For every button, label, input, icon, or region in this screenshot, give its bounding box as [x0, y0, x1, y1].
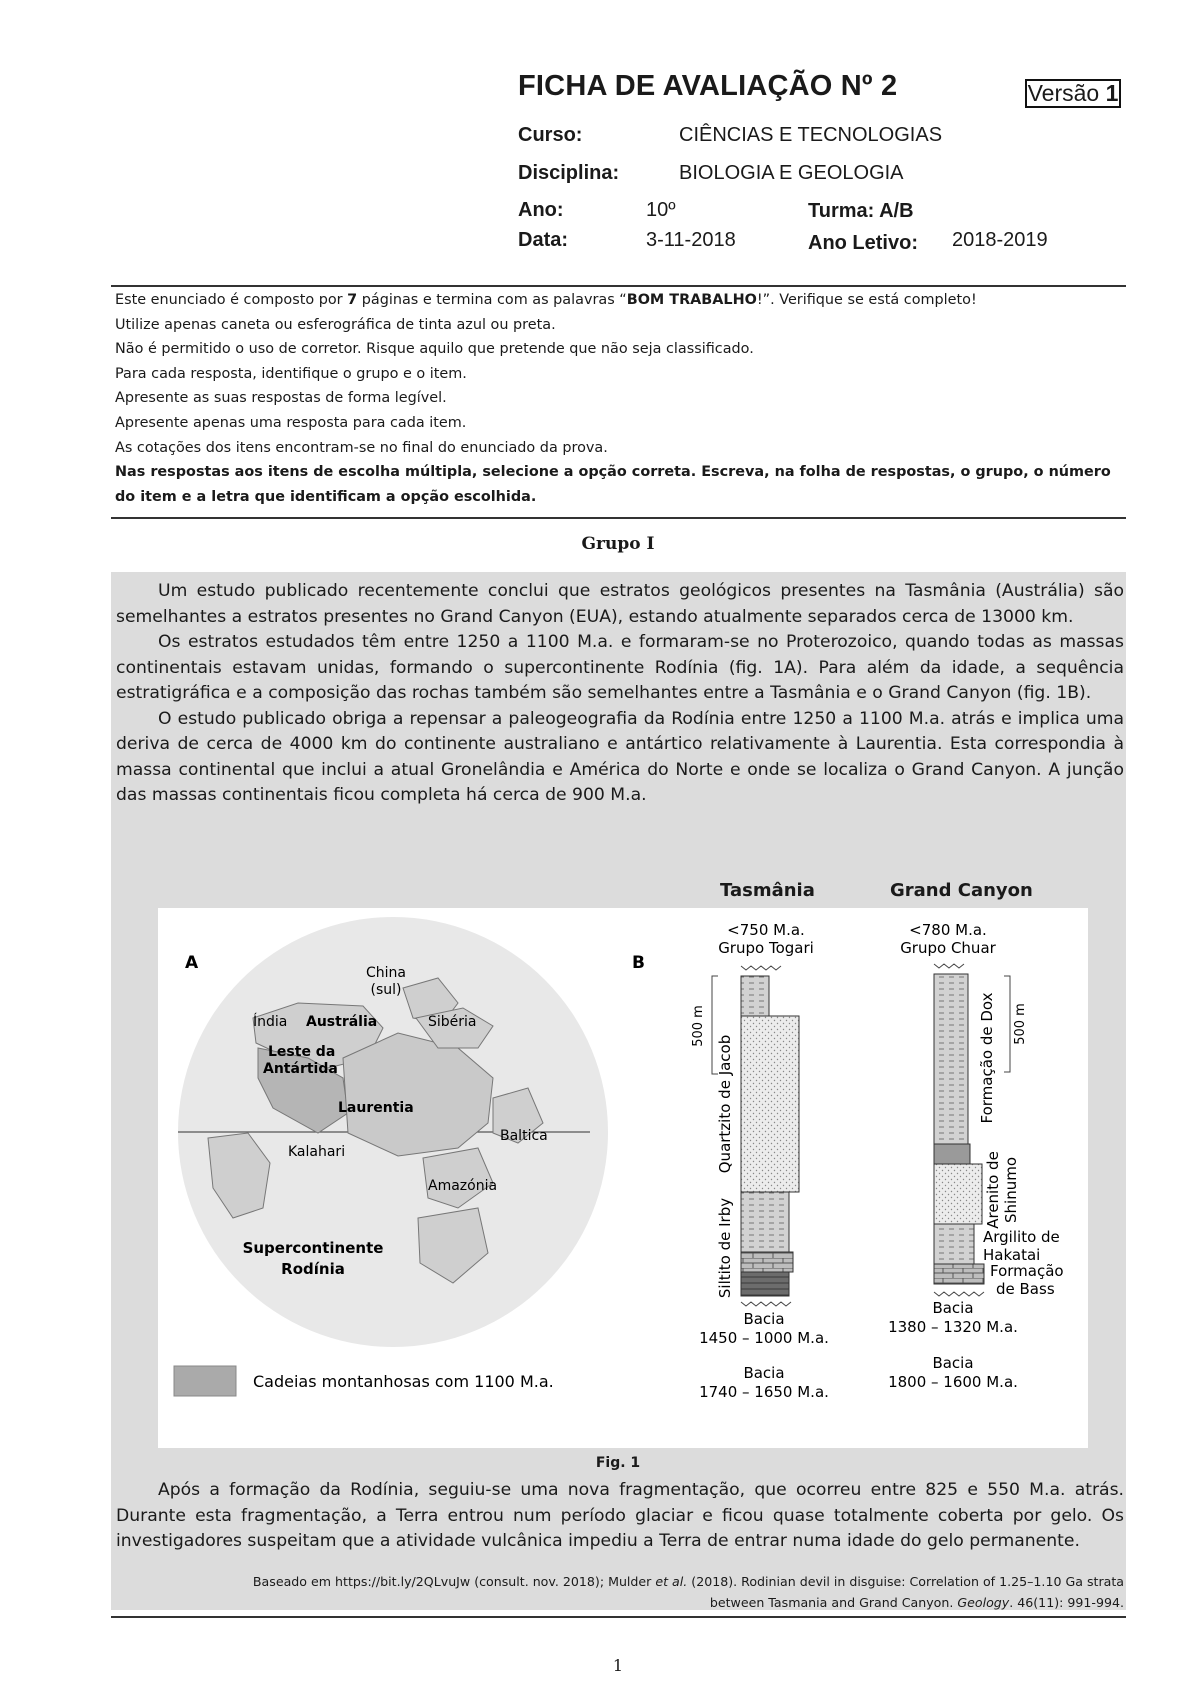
label-kalahari: Kalahari [288, 1144, 346, 1160]
gc-hakatai-label-1: Argilito de [983, 1228, 1060, 1246]
gc-bass-layer [934, 1264, 984, 1284]
after-figure-text [116, 1478, 1124, 1555]
paragraph-4: Após a formação da Rodínia, seguiu-se uma nova fragmentação, que ocorreu entre 825 e 550 M.a. atrás. Durante esta fragmentação, a Terra entrou num período glaciar e ficou quase totalmente coberta por gelo. Os investigadores suspeitam que a atividade vulcânica impediu a Terra de entrar numa idade do gelo permanente. [116, 1480, 1124, 1551]
figure-caption: Fig. 1 [595, 1455, 641, 1471]
instruction-4: Para cada resposta, identifique o grupo e o item. [115, 365, 467, 382]
gc-unconformity-bottom [934, 1292, 984, 1296]
instructions [115, 288, 1125, 509]
gc-shinumo-layer [934, 1164, 982, 1224]
figure-1 [158, 908, 1088, 1448]
gc-hakatai-label-2: Hakatai [983, 1246, 1041, 1264]
tas-bacia-1: Bacia [743, 1310, 785, 1328]
col-head-tasmania: Tasmânia [720, 880, 815, 901]
label-antartida: Antártida [263, 1061, 338, 1077]
version-label: Versão [1027, 80, 1100, 106]
ano-letivo-label: Ano Letivo: [808, 232, 918, 254]
body-text [116, 579, 1124, 809]
label-australia: Austrália [306, 1014, 378, 1030]
paragraph-1: Um estudo publicado recentemente conclui que estratos geológicos presentes na Tasmânia (Austrália) são semelhantes a estratos presentes no Grand Canyon (EUA), estando atualmente separados cerca de 13000 km. [116, 581, 1124, 627]
label-laurentia: Laurentia [338, 1100, 414, 1116]
gc-unconformity-top [934, 964, 964, 968]
version-box [1025, 79, 1121, 108]
tas-dark-layer [741, 1272, 789, 1296]
label-baltica: Baltica [500, 1128, 548, 1144]
gc-bacia-1: Bacia [932, 1299, 974, 1317]
label-leste: Leste da [268, 1044, 336, 1060]
reference-line-2: between Tasmania and Grand Canyon. Geology. 46(11): 991-994. [709, 1595, 1124, 1610]
ano-letivo-value: 2018-2019 [952, 229, 1048, 251]
gc-dox-label: Formação de Dox [978, 992, 996, 1124]
panel-a-letter: A [185, 953, 199, 973]
tas-bacia-2-age: 1740 – 1650 M.a. [699, 1383, 829, 1401]
gc-bass-label-2: de Bass [996, 1280, 1055, 1298]
instruction-8: Nas respostas aos itens de escolha múltipla, selecione a opção correta. Escreva, na folha de respostas, o grupo, o número do item e a letra que identificam a opção escolhida. [115, 464, 1111, 505]
instruction-6: Apresente apenas uma resposta para cada item. [115, 414, 467, 431]
gc-shinumo-label-2: Shinumo [1002, 1157, 1020, 1223]
data-value: 3-11-2018 [646, 229, 736, 251]
tas-unconformity-bottom [741, 1302, 791, 1306]
label-rodinia: Rodínia [281, 1260, 345, 1278]
instruction-1: Este enunciado é composto por 7 páginas e termina com as palavras “BOM TRABALHO!”. Verifique se está completo! [115, 292, 977, 308]
panel-b-letter: B [632, 953, 645, 973]
instruction-7: As cotações dos itens encontram-se no final do enunciado da prova. [115, 439, 608, 456]
tas-quartzito-layer [741, 1016, 799, 1192]
gc-hakatai-layer [934, 1224, 974, 1264]
instruction-5: Apresente as suas respostas de forma legível. [115, 390, 447, 407]
gc-dox-layer [934, 974, 968, 1144]
tas-top-group: Grupo Togari [718, 939, 814, 957]
turma-label: Turma: A/B [808, 200, 914, 222]
tas-siltito-label: Siltito de Irby [716, 1197, 734, 1299]
gc-grey-layer [934, 1144, 970, 1164]
legend-label: Cadeias montanhosas com 1100 M.a. [253, 1372, 554, 1391]
ano-label: Ano: [518, 199, 564, 221]
gc-bacia-2-age: 1800 – 1600 M.a. [888, 1373, 1018, 1391]
tas-scale-label: 500 m [691, 1005, 706, 1047]
group-title: Grupo I [581, 534, 655, 554]
gc-top-age: <780 M.a. [909, 921, 987, 939]
gc-bass-label-1: Formação [990, 1262, 1064, 1280]
reference [116, 1571, 1124, 1613]
label-india: Índia [253, 1014, 288, 1030]
label-supercontinent: Supercontinente [242, 1239, 384, 1257]
exam-title: FICHA DE AVALIAÇÃO Nº 2 [518, 70, 898, 102]
reference-line-1: Baseado em https://bit.ly/2QLvuJw (consult. nov. 2018); Mulder et al. (2018). Rodinian devil in disguise: Correlation of 1.25–1.10 Ga strata [252, 1574, 1124, 1589]
ano-value: 10º [646, 199, 676, 221]
disciplina-value: BIOLOGIA E GEOLOGIA [679, 162, 904, 184]
gc-top-group: Grupo Chuar [900, 939, 996, 957]
label-china: China [366, 965, 406, 981]
instruction-3: Não é permitido o uso de corretor. Risque aquilo que pretende que não seja classificado. [115, 341, 754, 358]
tas-siltito-layer [741, 1192, 789, 1252]
gc-scale-bar [1004, 976, 1010, 1072]
tas-top-age: <750 M.a. [727, 921, 805, 939]
label-amazonia: Amazónia [428, 1178, 498, 1194]
curso-value: CIÊNCIAS E TECNOLOGIAS [679, 124, 943, 146]
legend-swatch [174, 1366, 236, 1396]
gc-shinumo-label-1: Arenito de [984, 1151, 1002, 1229]
tas-unconformity-top [741, 966, 781, 970]
label-siberia: Sibéria [428, 1014, 477, 1030]
page-number: 1 [612, 1656, 624, 1675]
tas-brick-layer [741, 1252, 793, 1272]
bottom-rule [111, 1616, 1126, 1618]
top-rule [111, 285, 1126, 287]
version-number: 1 [1105, 80, 1119, 106]
data-label: Data: [518, 229, 569, 251]
col-head-grand-canyon: Grand Canyon [890, 880, 1033, 901]
paragraph-2: Os estratos estudados têm entre 1250 a 1100 M.a. e formaram-se no Proterozoico, quando todas as massas continentais estavam unidas, formando o supercontinente Rodínia (fig. 1A). Para além da idade, a sequência estratigráfica e a composição das rochas também são semelhantes entre a Tasmânia e o Grand Canyon (fig. 1B). [116, 632, 1124, 703]
gc-bacia-2: Bacia [932, 1354, 974, 1372]
instructions-bottom-rule [111, 517, 1126, 519]
instruction-2: Utilize apenas caneta ou esferográfica de tinta azul ou preta. [115, 316, 556, 333]
gc-scale-label: 500 m [1013, 1003, 1028, 1045]
figure-svg [158, 908, 1088, 1448]
tas-togari-layer [741, 976, 769, 1016]
tas-bacia-1-age: 1450 – 1000 M.a. [699, 1329, 829, 1347]
curso-label: Curso: [518, 124, 583, 146]
tas-quartzito-label: Quartzito de Jacob [716, 1034, 734, 1174]
label-china-sul: (sul) [370, 982, 402, 998]
tas-bacia-2: Bacia [743, 1364, 785, 1382]
paragraph-3: O estudo publicado obriga a repensar a paleogeografia da Rodínia entre 1250 a 1100 M.a. atrás e implica uma deriva de cerca de 4000 km do continente australiano e antártico relativamente à Laurentia. Esta correspondia à massa continental que inclui a atual Gronelândia e América do Norte e onde se localiza o Grand Canyon. A junção das massas continentais ficou completa há cerca de 900 M.a. [116, 708, 1124, 805]
disciplina-label: Disciplina: [518, 162, 620, 184]
gc-bacia-1-age: 1380 – 1320 M.a. [888, 1318, 1018, 1336]
